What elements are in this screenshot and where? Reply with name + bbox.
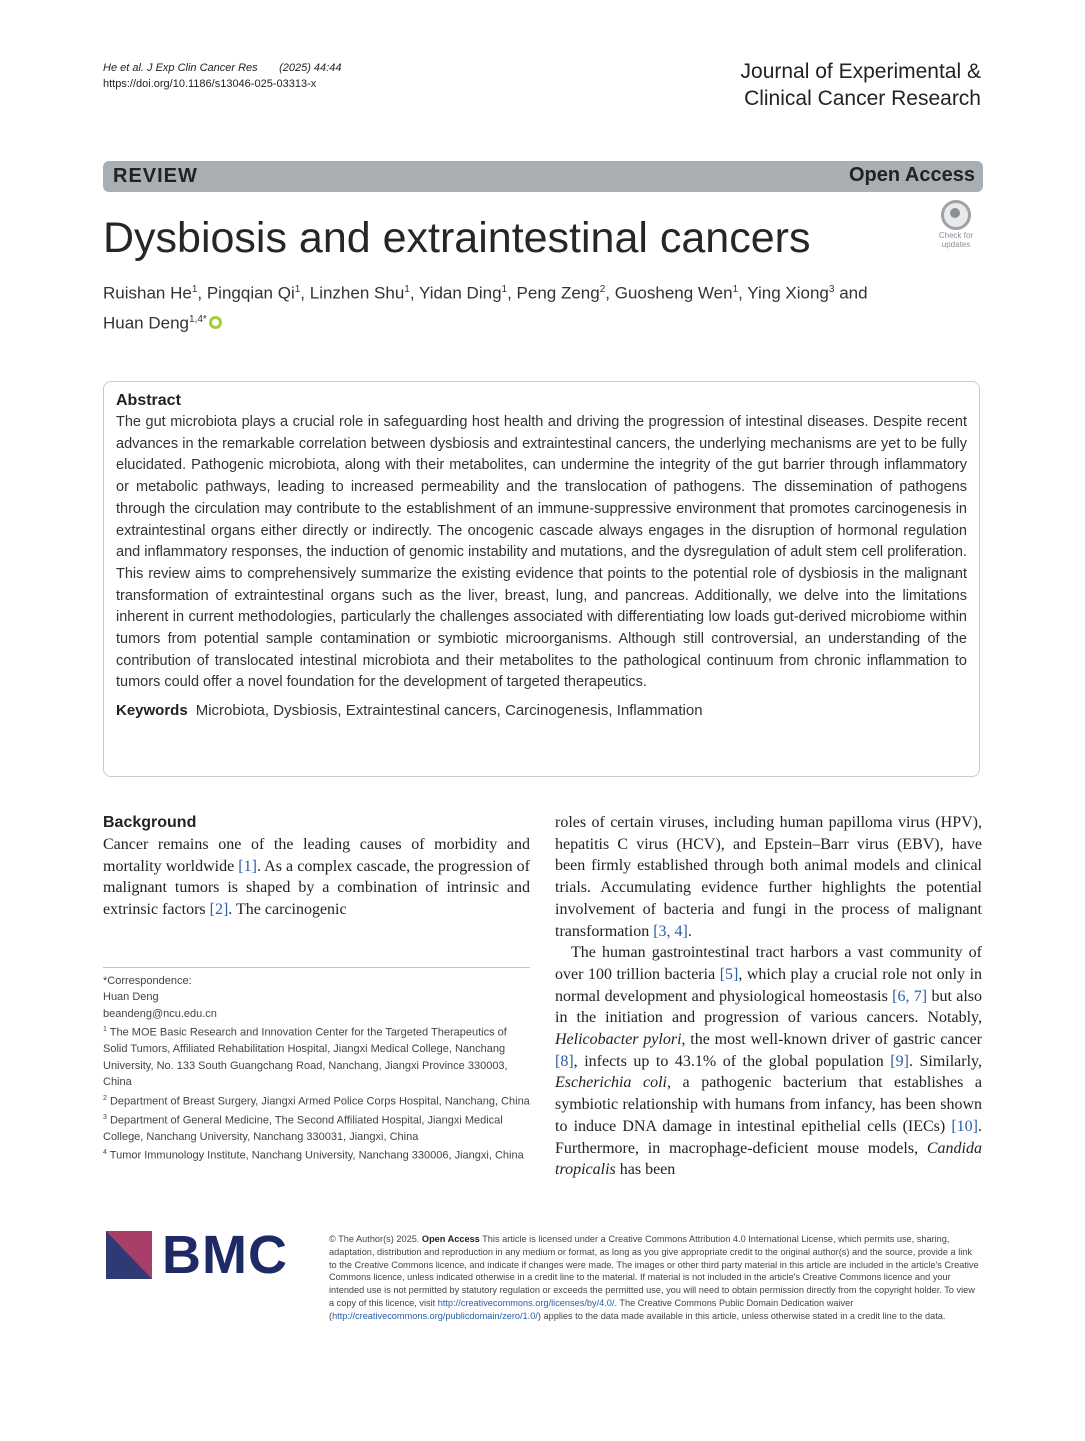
text-run: © The Author(s) 2025. bbox=[329, 1234, 422, 1244]
text-run: but also in the initiation and progression of various cancers. Notably, bbox=[555, 987, 982, 1027]
author[interactable]: Huan Deng bbox=[103, 313, 190, 333]
author[interactable]: Peng Zeng bbox=[516, 283, 600, 303]
bmc-logo-text: BMC bbox=[162, 1225, 288, 1285]
text-run: , which play a crucial role not only in normal development and physiological homeostasis bbox=[555, 965, 983, 1005]
text-run: ) applies to the data made available in this article, unless otherwise stated in a credit line to the data. bbox=[537, 1310, 946, 1321]
open-access-bold: Open Access bbox=[421, 1234, 480, 1244]
text-run: has been bbox=[615, 1161, 676, 1179]
affiliation-text: Department of Breast Surgery, Jiangxi Armed Police Corps Hospital, Nanchang, China bbox=[109, 1095, 530, 1108]
affiliation-1: $^1$ The MOE Basic Research and Innovation Center for the Targeted Therapeutics of Solid Tumors, Affiliated Rehabilitation Hospital, Jiangxi Medical College, Nanchang University, No. 133 South Guangchang Road, Nanchang, Jiangxi Province 330003, China bbox=[103, 1026, 508, 1089]
license-link[interactable]: http://creativecommons.org/licenses/by/4.0/ bbox=[437, 1297, 615, 1308]
author-affiliation: 1 bbox=[404, 284, 410, 295]
reference-link[interactable]: [2] bbox=[209, 901, 229, 919]
author-affiliation: 1 bbox=[501, 284, 508, 295]
journal-name-line2: Clinical Cancer Research bbox=[744, 87, 981, 110]
keywords-text: Microbiota, Dysbiosis, Extraintestinal cancers, Carcinogenesis, Inflammation bbox=[195, 702, 703, 720]
text-run: , infects up to 43.1% of the global population bbox=[573, 1052, 891, 1070]
text-run: . bbox=[687, 922, 692, 940]
bmc-logo[interactable] bbox=[106, 1225, 306, 1285]
citation-volume: (2025) 44:44 bbox=[279, 62, 342, 74]
public-domain-link[interactable]: http://creativecommons.org/publicdomain/zero/1.0/ bbox=[332, 1310, 538, 1321]
author-list: Ruishan He$^1$, Pingqian Qi$^1$, Linzhen Shu$^1$, Yidan Ding$^1$, Peng Zeng$^2$, Guosheng Wen$^1$, Ying Xiong$^3$ and Huan Deng$^{1,4*}$ bbox=[103, 283, 868, 333]
correspondence-name: Huan Deng bbox=[103, 991, 159, 1004]
journal-name bbox=[741, 58, 981, 112]
reference-link[interactable]: [10] bbox=[951, 1117, 978, 1135]
author-affiliation: 1 bbox=[294, 284, 301, 295]
article-title: Dysbiosis and extraintestinal cancers bbox=[103, 214, 811, 262]
text-run: . Similarly, bbox=[908, 1052, 982, 1070]
check-updates-line2: updates bbox=[941, 240, 971, 249]
paragraph bbox=[555, 812, 982, 942]
text-run: roles of certain viruses, including human papilloma virus (HPV), hepatitis C virus (HCV), and Epstein–Barr virus (EBV), have been firmly established through both animal models and clinical trials. Accumulating evidence further highlights the potential involvement of bacteria and fungi in the process of malignant transformation bbox=[555, 814, 982, 940]
author-affiliation: 1 bbox=[191, 284, 198, 295]
reference-link[interactable]: [5] bbox=[719, 965, 739, 983]
authors-and: and bbox=[839, 283, 868, 303]
text-run: . The carcinogenic bbox=[228, 901, 347, 919]
abstract-box bbox=[103, 381, 980, 777]
license-text bbox=[329, 1233, 981, 1323]
reference-link[interactable]: [3, 4] bbox=[653, 922, 688, 940]
keywords-line bbox=[116, 700, 967, 721]
text-run: . The Creative Commons Public Domain Dedication waiver ( bbox=[329, 1297, 854, 1321]
author-affiliation: 3 bbox=[828, 284, 835, 295]
text-run: Cancer remains one of the leading causes of morbidity and mortality worldwide bbox=[103, 836, 530, 875]
author[interactable]: Ruishan He bbox=[103, 283, 192, 303]
correspondence-label: *Correspondence: bbox=[103, 975, 192, 987]
affiliation-text: The MOE Basic Research and Innovation Center for the Targeted Therapeutics of Solid Tumors, Affiliated Rehabilitation Hospital, Jiangxi Medical College, Nanchang University, No. 133 South Guangchang Road, Nanchang, Jiangxi Province 330003, China bbox=[103, 1026, 508, 1089]
article-type-label: REVIEW bbox=[113, 165, 198, 187]
journal-name-line1: Journal of Experimental & bbox=[740, 60, 981, 83]
text-run: . Furthermore, in macrophage-deficient mouse models, bbox=[555, 1117, 982, 1157]
author[interactable]: Yidan Ding bbox=[418, 283, 502, 303]
affiliation-text: Department of General Medicine, The Second Affiliated Hospital, Jiangxi Medical College, Nanchang University, Nanchang 330031, Jiangxi, China bbox=[103, 1114, 503, 1143]
author-affiliation: 2 bbox=[599, 284, 606, 295]
author-affiliation: 1 bbox=[732, 284, 739, 295]
author[interactable]: Pingqian Qi bbox=[206, 283, 295, 303]
article-type-banner bbox=[103, 161, 983, 192]
background-paragraph bbox=[103, 834, 530, 921]
keywords-label: Keywords bbox=[116, 702, 188, 720]
reference-link[interactable]: [8] bbox=[555, 1052, 574, 1070]
author[interactable]: Guosheng Wen bbox=[614, 283, 733, 303]
right-column-text bbox=[555, 812, 982, 1181]
correspondence-email[interactable]: beandeng@ncu.edu.cn bbox=[103, 1007, 217, 1020]
check-updates-icon bbox=[941, 200, 971, 230]
affiliation-3: $^3$ Department of General Medicine, The Second Affiliated Hospital, Jiangxi Medical College, Nanchang University, Nanchang 330031, Jiangxi, China bbox=[103, 1113, 503, 1143]
affiliation-text: Tumor Immunology Institute, Nanchang University, Nanchang 330006, Jiangxi, China bbox=[109, 1149, 524, 1162]
check-for-updates-badge[interactable] bbox=[929, 200, 983, 252]
abstract-text: The gut microbiota plays a crucial role in safeguarding host health and driving the progression of intestinal diseases. Despite recent advances in the remarkable correlation between dysbiosis and extraintestinal cancers, the underlying mechanisms are yet to be fully elucidated. Pathogenic microbiota, along with their metabolites, can undermine the integrity of the gut barrier through inflammatory or metabolic pathways, leading to increased permeability and the translocation of pathogens. The dissemination of pathogens through the circulation may contribute to the establishment of an immune-suppressive environment that promotes carcinogenesis in extraintestinal organs either directly or indirectly. The oncogenic cascade always engages in the disruption of hormonal regulation and inflammatory responses, the induction of genomic instability and mutations, and the dysregulation of adult stem cell proliferation. This review aims to comprehensively summarize the existing evidence that points to the potential role of dysbiosis in the malignant transformation of extraintestinal organs such as the liver, breast, lung, and pancreas. Additionally, we delve into the limitations inherent in current methodologies, particularly the challenges associated with differentiating low loads gut-derived microbiome within tumors from potential sample contamination or symbiotic microorganisms. Although still controversial, an understanding of the contribution of translocated intestinal microbiota and their metabolites to the pathological continuum from chronic inflammation to tumors could offer a novel foundation for the development of targeted therapeutics. bbox=[116, 414, 967, 691]
reference-link[interactable]: [1] bbox=[238, 857, 257, 875]
citation-journal: He et al. J Exp Clin Cancer Res bbox=[103, 62, 258, 74]
text-run: The human gastrointestinal tract harbors a vast community of over 100 trillion bacteria bbox=[555, 944, 982, 983]
text-run: This article is licensed under a Creative Commons Attribution 4.0 International License, which permits use, sharing, adaptation, distribution and reproduction in any medium or format, as long as you give appropriate credit to the original author(s) and the source, provide a link to the Creative Commons licence, and indicate if changes were made. The images or other third party material in this article are included in the article's Creative Commons licence, unless indicated otherwise in a credit line to the material. If material is not included in the article's Creative Commons licence and your intended use is not permitted by statutory regulation or exceeds the permitted use, you will need to obtain permission directly from the copyright holder. To view a copy of this licence, visit bbox=[329, 1234, 979, 1308]
bmc-logo-icon bbox=[106, 1231, 152, 1279]
affiliation-4: $^4$ Tumor Immunology Institute, Nanchang University, Nanchang 330006, Jiangxi, China bbox=[103, 1149, 524, 1162]
author-affiliation: 1,4* bbox=[189, 313, 207, 325]
background-section bbox=[103, 812, 530, 921]
citation-block bbox=[103, 60, 341, 92]
open-access-label: Open Access bbox=[849, 164, 975, 186]
orcid-icon[interactable] bbox=[209, 316, 222, 329]
text-run: . As a complex cascade, the progression of malignant tumors is shaped by a combination of intrinsic and extrinsic factors bbox=[103, 857, 531, 919]
footnotes bbox=[103, 973, 533, 1164]
author[interactable]: Linzhen Shu bbox=[309, 283, 405, 303]
species-name: Escherichia coli bbox=[555, 1074, 667, 1092]
text-run: , a pathogenic bacterium that establishes a symbiotic relationship with humans from infancy, has been shown to induce DNA damage in intestinal epithelial cells (IECs) bbox=[555, 1074, 982, 1135]
abstract-heading: Abstract bbox=[116, 392, 181, 409]
author[interactable]: Ying Xiong bbox=[747, 283, 829, 303]
footnote-divider bbox=[103, 967, 530, 968]
paragraph bbox=[555, 942, 982, 1181]
check-updates-line1: Check for bbox=[938, 231, 974, 240]
reference-link[interactable]: [6, 7] bbox=[892, 987, 928, 1005]
text-run: , the most well-known driver of gastric cancer bbox=[681, 1031, 982, 1049]
reference-link[interactable]: [9] bbox=[890, 1052, 909, 1070]
species-name: Candida tropicalis bbox=[555, 1139, 982, 1179]
affiliation-2: $^2$ Department of Breast Surgery, Jiangxi Armed Police Corps Hospital, Nanchang, China bbox=[103, 1094, 530, 1108]
species-name: Helicobacter pylori bbox=[555, 1031, 682, 1049]
background-heading: Background bbox=[103, 814, 197, 831]
doi-link[interactable]: https://doi.org/10.1186/s13046-025-03313-x bbox=[103, 78, 317, 90]
